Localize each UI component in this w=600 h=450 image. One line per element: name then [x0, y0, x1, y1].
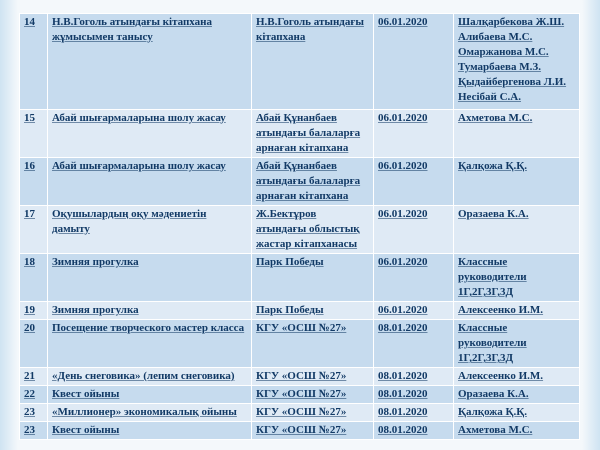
schedule-table [19, 13, 580, 440]
row-number: 22 [20, 386, 48, 404]
right-edge-glow [582, 0, 600, 450]
table-row [20, 14, 580, 110]
event-place: Парк Победы [252, 302, 374, 320]
event-place: КГУ «ОСШ №27» [252, 320, 374, 368]
event-title: «День снеговика» (лепим снеговика) [48, 368, 252, 386]
event-title: «Миллионер» экономикалық ойыны [48, 404, 252, 422]
responsible-persons: Ахметова М.С. [454, 110, 580, 158]
responsible-persons: Қалқожа Қ.Қ. [454, 404, 580, 422]
event-place: КГУ «ОСШ №27» [252, 368, 374, 386]
event-title: Абай шығармаларына шолу жасау [48, 158, 252, 206]
responsible-persons: Классные руководители 1Г,2Г,3Г,3Д [454, 320, 580, 368]
responsible-persons: Ахметова М.С. [454, 422, 580, 440]
left-edge-glow [0, 0, 18, 450]
event-title: Квест ойыны [48, 422, 252, 440]
row-number: 18 [20, 254, 48, 302]
event-date: 06.01.2020 [374, 254, 454, 302]
responsible-persons: Алексеенко И.М. [454, 302, 580, 320]
event-date: 08.01.2020 [374, 404, 454, 422]
row-number: 23 [20, 422, 48, 440]
table-row [20, 422, 580, 440]
table-row [20, 368, 580, 386]
event-place: Н.В.Гоголь атындағы кітапхана [252, 14, 374, 110]
table-row [20, 158, 580, 206]
row-number: 14 [20, 14, 48, 110]
row-number: 16 [20, 158, 48, 206]
event-date: 08.01.2020 [374, 386, 454, 404]
event-title: Н.В.Гоголь атындағы кітапхана жұмысымен танысу [48, 14, 252, 110]
event-place: Ж.Бектұров атындағы облыстық жастар кітапханасы [252, 206, 374, 254]
event-date: 06.01.2020 [374, 14, 454, 110]
event-title: Зимняя прогулка [48, 254, 252, 302]
table-row [20, 320, 580, 368]
schedule-table-container [19, 13, 579, 440]
event-place: Абай Құнанбаев атындағы балаларға арнаған кітапхана [252, 158, 374, 206]
event-place: Абай Құнанбаев атындағы балаларға арнаған кітапхана [252, 110, 374, 158]
table-row [20, 386, 580, 404]
responsible-persons: Оразаева К.А. [454, 386, 580, 404]
event-title: Абай шығармаларына шолу жасау [48, 110, 252, 158]
event-title: Квест ойыны [48, 386, 252, 404]
row-number: 17 [20, 206, 48, 254]
table-row [20, 254, 580, 302]
event-place: КГУ «ОСШ №27» [252, 404, 374, 422]
event-title: Посещение творческого мастер класса [48, 320, 252, 368]
table-row [20, 206, 580, 254]
responsible-persons: Қалқожа Қ.Қ. [454, 158, 580, 206]
table-row [20, 302, 580, 320]
event-date: 06.01.2020 [374, 302, 454, 320]
event-date: 08.01.2020 [374, 368, 454, 386]
event-date: 08.01.2020 [374, 320, 454, 368]
row-number: 23 [20, 404, 48, 422]
event-title: Зимняя прогулка [48, 302, 252, 320]
row-number: 20 [20, 320, 48, 368]
responsible-persons: Шалқарбекова Ж.Ш. Алибаева М.С. Омаржанова М.С. Тумарбаева М.З. Қыдайбергенова Л.И. Несібай С.А. [454, 14, 580, 110]
event-place: КГУ «ОСШ №27» [252, 422, 374, 440]
event-date: 06.01.2020 [374, 158, 454, 206]
event-date: 06.01.2020 [374, 110, 454, 158]
event-date: 08.01.2020 [374, 422, 454, 440]
table-row [20, 404, 580, 422]
responsible-persons: Алексеенко И.М. [454, 368, 580, 386]
row-number: 15 [20, 110, 48, 158]
event-place: КГУ «ОСШ №27» [252, 386, 374, 404]
table-row [20, 110, 580, 158]
responsible-persons: Оразаева К.А. [454, 206, 580, 254]
responsible-persons: Классные руководители 1Г,2Г,3Г,3Д [454, 254, 580, 302]
event-title: Оқушылардың оқу мәдениетін дамыту [48, 206, 252, 254]
row-number: 19 [20, 302, 48, 320]
row-number: 21 [20, 368, 48, 386]
event-place: Парк Победы [252, 254, 374, 302]
event-date: 06.01.2020 [374, 206, 454, 254]
